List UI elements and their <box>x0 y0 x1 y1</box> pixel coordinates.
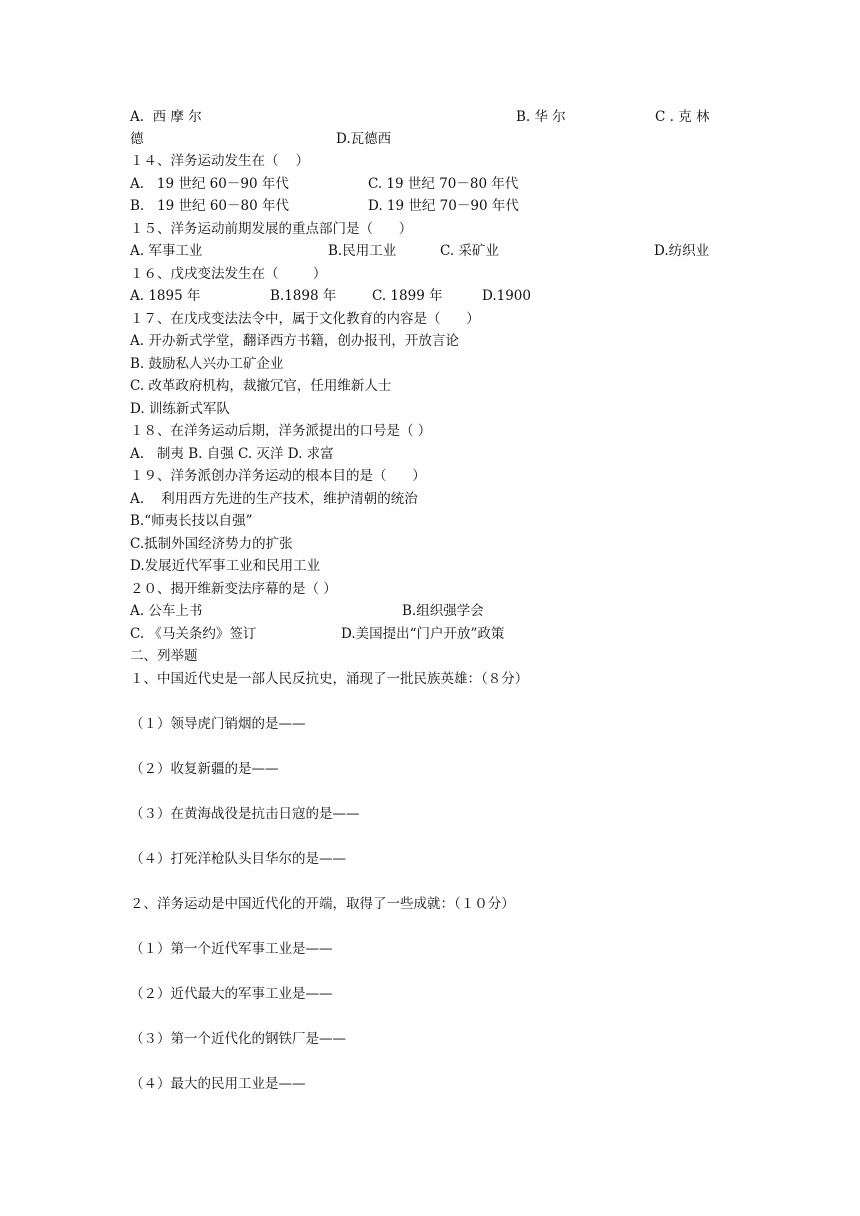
q20-option-b: B.组织强学会 <box>402 603 484 619</box>
q16-option-a: A. 1895 年 <box>130 288 201 304</box>
q13-option-c-cont: 德 <box>130 131 144 147</box>
listing-q1-item-2: （２）收复新疆的是—— <box>130 761 279 777</box>
listing-q1-item-4: （４）打死洋枪队头目华尔的是—— <box>130 851 346 867</box>
q14-option-d: D. 19 世纪 70－90 年代 <box>368 198 519 214</box>
question-14: １４、洋务运动发生在（ ） <box>130 153 310 169</box>
listing-q2-item-4: （４）最大的民用工业是—— <box>130 1076 306 1092</box>
q17-option-d: D. 训练新式军队 <box>130 401 230 417</box>
listing-question-1: １、中国近代史是一部人民反抗史，涌现了一批民族英雄：（８分） <box>130 671 529 687</box>
q15-option-a: A. 军事工业 <box>130 243 203 259</box>
q17-option-c: C. 改革政府机构，裁撤冗官，任用维新人士 <box>130 378 392 394</box>
listing-q2-item-3: （３）第一个近代化的钢铁厂是—— <box>130 1031 346 1047</box>
q16-option-c: C. 1899 年 <box>372 288 443 304</box>
q16-option-d: D.1900 <box>482 288 531 304</box>
question-15: １５、洋务运动前期发展的重点部门是（ ） <box>130 221 413 237</box>
q15-option-c: C. 采矿业 <box>440 243 499 259</box>
q14-option-c: C. 19 世纪 70－80 年代 <box>368 176 519 192</box>
q13-option-a: A. 西 摩 尔 <box>130 109 202 125</box>
listing-q1-item-3: （３）在黄海战役是抗击日寇的是—— <box>130 806 360 822</box>
q19-option-a: A. 利用西方先进的生产技术，维护清朝的统治 <box>130 491 418 507</box>
listing-q1-item-1: （１）领导虎门销烟的是—— <box>130 716 306 732</box>
q20-option-c: C. 《马关条约》签订 <box>130 626 257 642</box>
q19-option-d: D.发展近代军事工业和民用工业 <box>130 558 321 574</box>
q13-option-d: D.瓦德西 <box>336 131 392 147</box>
section-heading-listing: 二、列举题 <box>130 648 198 664</box>
question-18: １８、在洋务运动后期，洋务派提出的口号是（ ） <box>130 423 432 439</box>
question-17: １７、在戊戌变法法令中，属于文化教育的内容是（ ） <box>130 311 480 327</box>
q13-option-c: C . 克 林 <box>655 109 710 125</box>
q19-option-c: C.抵制外国经济势力的扩张 <box>130 536 293 552</box>
q20-option-a: A. 公车上书 <box>130 603 203 619</box>
listing-question-2: ２、洋务运动是中国近代化的开端，取得了一些成就：（１０分） <box>130 896 515 912</box>
q14-option-a: A. 19 世纪 60－90 年代 <box>130 176 289 192</box>
question-16: １６、戊戌变法发生在（ ） <box>130 266 327 282</box>
q17-option-a: A. 开办新式学堂，翻译西方书籍，创办报刊，开放言论 <box>130 333 459 349</box>
listing-q2-item-1: （１）第一个近代军事工业是—— <box>130 941 333 957</box>
q15-option-d: D.纺织业 <box>654 243 710 259</box>
q15-option-b: B.民用工业 <box>328 243 397 259</box>
q19-option-b: B.“师夷长技以自强” <box>130 513 253 529</box>
question-20: ２０、揭开维新变法序幕的是（ ） <box>130 581 337 597</box>
q13-option-b: B. 华 尔 <box>516 109 566 125</box>
q14-option-b: B. 19 世纪 60－80 年代 <box>130 198 289 214</box>
q16-option-b: B.1898 年 <box>270 288 337 304</box>
q18-options: A. 制夷 B. 自强 C. 灭洋 D. 求富 <box>130 446 334 462</box>
listing-q2-item-2: （２）近代最大的军事工业是—— <box>130 986 333 1002</box>
q20-option-d: D.美国提出“门户开放”政策 <box>341 626 505 642</box>
q17-option-b: B. 鼓励私人兴办工矿企业 <box>130 356 284 372</box>
question-19: １９、洋务派创办洋务运动的根本目的是（ ） <box>130 468 426 484</box>
